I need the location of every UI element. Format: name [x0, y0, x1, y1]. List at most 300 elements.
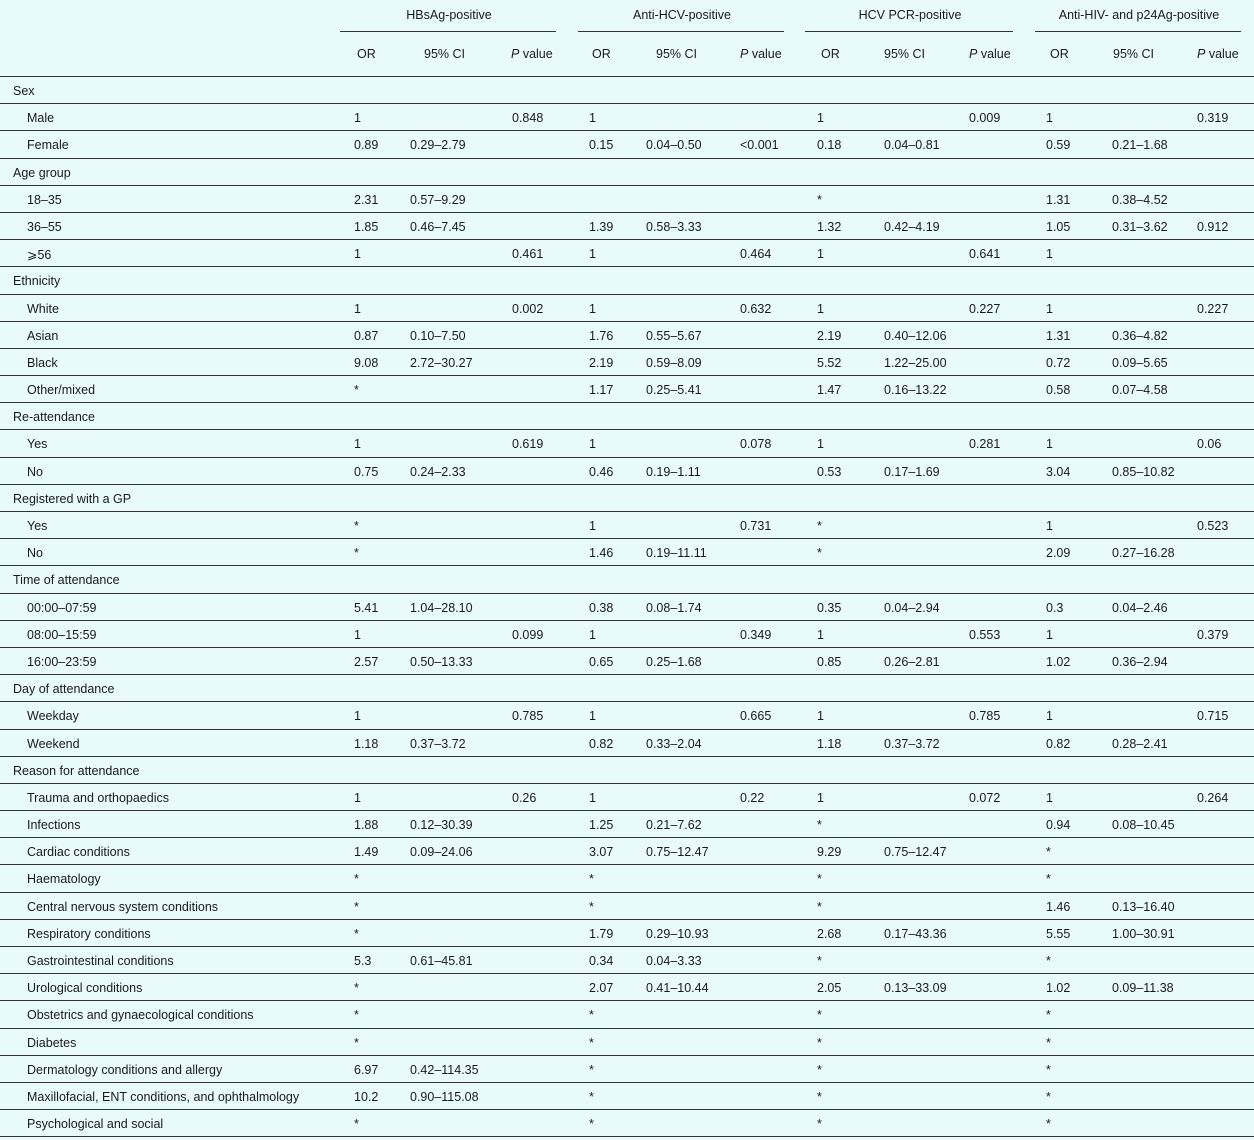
cell-or: 1	[354, 301, 361, 316]
table-row	[0, 920, 1254, 947]
col-header-ci: 95% CI	[884, 47, 925, 61]
row-label: Black	[27, 355, 58, 370]
cell-or: 1	[1046, 301, 1053, 316]
cell-or: 1	[817, 709, 824, 724]
cell-or: 1	[1046, 437, 1053, 452]
row-label: No	[27, 546, 43, 561]
section-row	[0, 77, 1254, 104]
table-row	[0, 838, 1254, 865]
cell-p: 0.785	[512, 709, 544, 724]
cell-p: 0.731	[740, 519, 772, 533]
cell-ci: 0.50–13.33	[410, 654, 473, 669]
row-label: Obstetrics and gynaecological conditions	[27, 1008, 254, 1023]
cell-or: 2.07	[589, 981, 614, 996]
table-row	[0, 186, 1254, 213]
cell-or: *	[817, 899, 822, 914]
cell-p: 0.099	[512, 627, 544, 642]
cell-or: 1	[1046, 790, 1053, 805]
cell-p: 0.464	[740, 247, 772, 262]
cell-ci: 0.27–16.28	[1112, 546, 1175, 561]
cell-or: 0.3	[1046, 600, 1064, 615]
cell-ci: 0.08–1.74	[646, 600, 702, 615]
cell-or: 0.38	[589, 600, 614, 615]
cell-ci: 0.33–2.04	[646, 736, 702, 751]
cell-ci: 0.17–1.69	[884, 464, 940, 479]
cell-or: *	[1046, 954, 1051, 968]
table-row	[0, 730, 1254, 757]
cell-or: 1.49	[354, 845, 379, 860]
cell-or: *	[589, 1089, 594, 1104]
cell-ci: 0.13–33.09	[884, 981, 947, 996]
row-label: ⩾56	[27, 248, 52, 263]
table-row	[0, 648, 1254, 675]
cell-p: 0.22	[740, 790, 765, 805]
cell-or: 1	[817, 301, 824, 316]
cell-p: 0.26	[512, 790, 537, 805]
cell-p: 0.553	[969, 627, 1001, 642]
row-label: Yes	[27, 437, 48, 452]
cell-or: 2.57	[354, 654, 379, 669]
cell-or: *	[1046, 1035, 1051, 1050]
cell-ci: 0.42–114.35	[410, 1062, 479, 1077]
row-label: White	[27, 301, 59, 316]
section-label: Re-attendance	[13, 410, 96, 425]
cell-ci: 0.08–10.45	[1112, 818, 1175, 833]
section-label: Sex	[13, 84, 35, 98]
cell-ci: 0.12–30.39	[410, 818, 473, 833]
row-label: Weekday	[27, 709, 79, 724]
row-label: Infections	[27, 818, 81, 833]
cell-ci: 0.24–2.33	[410, 464, 466, 479]
cell-or: 1.79	[589, 926, 614, 941]
section-label: Age group	[13, 165, 71, 180]
cell-or: 1	[817, 627, 824, 642]
cell-or: 1.02	[1046, 981, 1071, 996]
col-header-or: OR	[1050, 47, 1069, 61]
cell-or: 0.15	[589, 138, 614, 153]
cell-or: 1	[354, 709, 361, 724]
cell-or: 1	[589, 111, 596, 126]
cell-or: *	[589, 899, 594, 914]
table-row	[0, 430, 1254, 457]
section-row	[0, 267, 1254, 294]
cell-or: 9.29	[817, 845, 842, 860]
cell-or: *	[589, 1035, 594, 1050]
cell-p: 0.002	[512, 301, 544, 316]
cell-or: 5.55	[1046, 926, 1071, 941]
cell-or: *	[354, 519, 359, 533]
cell-or: 2.31	[354, 192, 379, 207]
table-row	[0, 349, 1254, 376]
row-label: Central nervous system conditions	[27, 899, 219, 914]
cell-or: 1.25	[589, 818, 614, 833]
cell-or: 1.18	[817, 736, 842, 751]
cell-or: *	[817, 546, 822, 561]
cell-ci: 0.40–12.06	[884, 328, 947, 343]
cell-or: 1.31	[1046, 328, 1071, 343]
cell-or: *	[1046, 845, 1051, 860]
cell-or: 1	[354, 790, 361, 805]
cell-ci: 0.46–7.45	[410, 219, 466, 234]
row-label: Haematology	[27, 872, 101, 887]
p-value-label: value	[1205, 47, 1239, 61]
cell-or: 10.2	[354, 1089, 379, 1104]
cell-or: 1	[817, 247, 824, 262]
table-row	[0, 213, 1254, 240]
section-label: Registered with a GP	[13, 491, 132, 506]
col-header-p-value	[969, 47, 1011, 61]
p-symbol: P	[511, 47, 520, 61]
cell-ci: 0.19–11.11	[646, 546, 707, 561]
cell-or: 2.05	[817, 981, 842, 996]
cell-ci: 0.61–45.81	[410, 954, 473, 968]
cell-or: *	[354, 546, 359, 561]
row-label: 18–35	[27, 192, 62, 207]
cell-or: 0.75	[354, 464, 379, 479]
cell-ci: 0.21–7.62	[646, 818, 702, 833]
cell-or: 3.04	[1046, 464, 1071, 479]
cell-or: *	[817, 818, 822, 833]
cell-p: 0.619	[512, 437, 544, 452]
cell-or: 0.89	[354, 138, 379, 153]
cell-or: 1	[589, 437, 596, 452]
cell-ci: 0.26–2.81	[884, 654, 940, 669]
cell-or: 0.53	[817, 464, 842, 479]
cell-ci: 0.21–1.68	[1112, 138, 1168, 153]
cell-or: 1.17	[589, 383, 614, 398]
cell-p: 0.379	[1197, 627, 1229, 642]
cell-or: 1.02	[1046, 654, 1071, 669]
cell-ci: 0.57–9.29	[410, 192, 466, 207]
row-label: 36–55	[27, 219, 62, 234]
cell-or: 1.85	[354, 219, 379, 234]
col-header-ci: 95% CI	[1113, 47, 1154, 61]
cell-p: 0.632	[740, 301, 772, 316]
cell-or: *	[354, 1008, 359, 1023]
col-header-ci: 95% CI	[424, 47, 465, 61]
section-label: Day of attendance	[13, 682, 115, 697]
cell-or: *	[354, 1035, 359, 1050]
cell-or: 1	[589, 519, 596, 533]
row-label: Respiratory conditions	[27, 926, 151, 941]
cell-or: 1.18	[354, 736, 379, 751]
p-value-label: value	[977, 47, 1011, 61]
table-row	[0, 1083, 1254, 1110]
row-label: Yes	[27, 519, 48, 533]
col-header-p-value	[511, 47, 553, 61]
cell-or: 1.88	[354, 818, 379, 833]
row-label: Cardiac conditions	[27, 845, 130, 860]
row-label: Psychological and social	[27, 1117, 164, 1132]
cell-ci: 0.75–12.47	[646, 845, 709, 860]
table-row	[0, 621, 1254, 648]
table-row	[0, 893, 1254, 920]
cell-or: *	[1046, 1062, 1051, 1077]
cell-or: 0.72	[1046, 355, 1071, 370]
cell-p: <0.001	[740, 138, 779, 153]
cell-or: *	[589, 1117, 594, 1132]
cell-p: 0.523	[1197, 519, 1229, 533]
group-header-anti-hcv: Anti-HCV-positive	[633, 8, 731, 22]
cell-ci: 0.42–4.19	[884, 219, 940, 234]
cell-or: 1	[817, 437, 824, 452]
cell-or: 1	[817, 111, 824, 126]
cell-or: 1	[1046, 709, 1053, 724]
cell-p: 0.349	[740, 627, 772, 642]
cell-or: *	[354, 1117, 359, 1132]
cell-ci: 0.25–5.41	[646, 383, 702, 398]
p-symbol: P	[969, 47, 978, 61]
cell-ci: 0.16–13.22	[884, 383, 947, 398]
group-rule	[805, 31, 1013, 32]
cell-ci: 1.04–28.10	[410, 600, 473, 615]
cell-ci: 0.36–4.82	[1112, 328, 1168, 343]
cell-or: 1	[1046, 519, 1053, 533]
cell-p: 0.072	[969, 790, 1001, 805]
cell-p: 0.078	[740, 437, 772, 452]
cell-or: 1.76	[589, 328, 614, 343]
row-label: Dermatology conditions and allergy	[27, 1062, 223, 1077]
cell-or: 0.18	[817, 138, 842, 153]
cell-or: *	[589, 1062, 594, 1077]
cell-or: 2.09	[1046, 546, 1071, 561]
cell-p: 0.848	[512, 111, 544, 126]
cell-p: 0.715	[1197, 709, 1229, 724]
row-label: 00:00–07:59	[27, 600, 97, 615]
table-row	[0, 1056, 1254, 1083]
section-row	[0, 675, 1254, 702]
row-label: Diabetes	[27, 1035, 77, 1050]
cell-or: *	[817, 954, 822, 968]
cell-or: *	[1046, 1089, 1051, 1104]
cell-ci: 0.25–1.68	[646, 654, 702, 669]
cell-or: *	[354, 872, 359, 887]
cell-or: 0.59	[1046, 138, 1071, 153]
row-label: Male	[27, 111, 55, 126]
cell-or: *	[354, 981, 359, 996]
cell-ci: 0.29–2.79	[410, 138, 466, 153]
group-header-anti-hiv: Anti-HIV- and p24Ag-positive	[1058, 8, 1220, 22]
p-value-label: value	[748, 47, 782, 61]
cell-ci: 0.55–5.67	[646, 328, 702, 343]
cell-or: *	[1046, 872, 1051, 887]
section-label: Reason for attendance	[13, 763, 140, 778]
cell-ci: 0.36–2.94	[1112, 654, 1168, 669]
row-label: No	[27, 464, 43, 479]
cell-or: *	[817, 1008, 822, 1023]
table-row	[0, 947, 1254, 974]
cell-ci: 0.38–4.52	[1112, 192, 1168, 207]
cell-ci: 0.59–8.09	[646, 355, 702, 370]
cell-ci: 0.17–43.36	[884, 926, 947, 941]
cell-ci: 0.10–7.50	[410, 328, 466, 343]
cell-or: 0.46	[589, 464, 614, 479]
cell-or: *	[817, 1062, 822, 1077]
cell-or: 0.34	[589, 954, 614, 968]
cell-ci: 0.04–0.50	[646, 138, 702, 153]
cell-p: 0.319	[1197, 111, 1229, 126]
cell-or: 1	[817, 790, 824, 805]
cell-ci: 0.13–16.40	[1112, 899, 1175, 914]
row-label: Asian	[27, 328, 59, 343]
row-label: Gastrointestinal conditions	[27, 954, 174, 968]
cell-ci: 0.09–5.65	[1112, 355, 1168, 370]
cell-or: 1.31	[1046, 192, 1071, 207]
cell-p: 0.641	[969, 247, 1001, 262]
table-row	[0, 702, 1254, 729]
table-row	[0, 539, 1254, 566]
section-row	[0, 485, 1254, 512]
cell-p: 0.227	[1197, 301, 1229, 316]
section-label: Time of attendance	[13, 573, 120, 588]
section-label: Ethnicity	[13, 274, 61, 289]
cell-or: *	[817, 1117, 822, 1132]
group-rule	[1035, 31, 1241, 32]
group-header-hcv-pcr: HCV PCR-positive	[858, 8, 962, 22]
table-row	[0, 322, 1254, 349]
cell-or: 5.3	[354, 954, 372, 968]
cell-p: 0.281	[969, 437, 1001, 452]
col-header-or: OR	[592, 47, 611, 61]
cell-ci: 0.37–3.72	[884, 736, 940, 751]
cell-or: *	[1046, 1008, 1051, 1023]
cell-or: 0.65	[589, 654, 614, 669]
table-row	[0, 1029, 1254, 1056]
row-label: Other/mixed	[27, 383, 96, 398]
col-header-p-value	[1197, 47, 1239, 61]
cell-ci: 0.07–4.58	[1112, 383, 1168, 398]
p-value-label: value	[519, 47, 553, 61]
cell-p: 0.665	[740, 709, 772, 724]
section-row	[0, 757, 1254, 784]
col-header-or: OR	[821, 47, 840, 61]
table-row	[0, 1110, 1254, 1137]
cell-or: 1.39	[589, 219, 614, 234]
cell-or: 1	[354, 111, 361, 126]
cell-ci: 0.19–1.11	[646, 464, 701, 479]
row-label: Urological conditions	[27, 981, 143, 996]
cell-p: 0.264	[1197, 790, 1229, 805]
cell-or: 1	[1046, 111, 1053, 126]
row-label: Female	[27, 138, 69, 153]
cell-or: *	[354, 926, 359, 941]
cell-or: *	[354, 383, 359, 398]
group-rule	[340, 31, 556, 32]
cell-ci: 0.41–10.44	[646, 981, 709, 996]
group-header-hbsag: HBsAg-positive	[406, 8, 492, 22]
cell-ci: 1.22–25.00	[884, 355, 947, 370]
cell-p: 0.461	[512, 247, 544, 262]
cell-or: 1.46	[1046, 899, 1071, 914]
cell-or: 1	[589, 301, 596, 316]
cell-or: 9.08	[354, 355, 379, 370]
cell-ci: 0.28–2.41	[1112, 736, 1168, 751]
cell-or: *	[817, 872, 822, 887]
cell-or: 0.85	[817, 654, 842, 669]
cell-or: *	[817, 192, 822, 207]
table-row	[0, 376, 1254, 403]
cell-or: 1	[589, 709, 596, 724]
cell-or: 1	[589, 247, 596, 262]
cell-ci: 0.09–11.38	[1112, 981, 1174, 996]
row-label: Weekend	[27, 736, 80, 751]
cell-or: 1.32	[817, 219, 842, 234]
cell-ci: 0.04–3.33	[646, 954, 702, 968]
row-label: Trauma and orthopaedics	[27, 790, 169, 805]
cell-p: 0.06	[1197, 437, 1222, 452]
cell-or: 0.58	[1046, 383, 1071, 398]
cell-or: 1	[1046, 627, 1053, 642]
cell-ci: 0.90–115.08	[410, 1089, 479, 1104]
cell-ci: 0.04–0.81	[884, 138, 940, 153]
cell-or: 0.35	[817, 600, 842, 615]
cell-or: 0.82	[589, 736, 614, 751]
col-header-ci: 95% CI	[656, 47, 697, 61]
cell-p: 0.227	[969, 301, 1001, 316]
cell-ci: 0.09–24.06	[410, 845, 473, 860]
cell-or: 2.19	[817, 328, 842, 343]
table-row	[0, 865, 1254, 892]
cell-or: *	[817, 519, 822, 533]
cell-or: 0.87	[354, 328, 379, 343]
table-row	[0, 512, 1254, 539]
cell-or: 0.94	[1046, 818, 1071, 833]
table-row	[0, 104, 1254, 131]
table-row	[0, 784, 1254, 811]
table-header	[0, 0, 1254, 77]
table-row	[0, 811, 1254, 838]
row-label: Maxillofacial, ENT conditions, and ophthalmology	[27, 1089, 300, 1104]
table-row	[0, 295, 1254, 322]
cell-or: *	[589, 1008, 594, 1023]
cell-ci: 0.04–2.46	[1112, 600, 1168, 615]
cell-or: 5.41	[354, 600, 379, 615]
section-row	[0, 566, 1254, 593]
cell-or: *	[817, 1089, 822, 1104]
cell-ci: 2.72–30.27	[410, 355, 473, 370]
table-body	[0, 77, 1254, 1137]
cell-ci: 0.04–2.94	[884, 600, 940, 615]
cell-or: 1	[354, 247, 361, 262]
p-symbol: P	[740, 47, 749, 61]
cell-ci: 0.29–10.93	[646, 926, 709, 941]
cell-or: 1	[1046, 247, 1053, 262]
cell-or: *	[589, 872, 594, 887]
table-row	[0, 131, 1254, 158]
cell-or: 0.82	[1046, 736, 1071, 751]
cell-or: 6.97	[354, 1062, 379, 1077]
cell-p: 0.912	[1197, 219, 1229, 234]
row-label: 16:00–23:59	[27, 654, 97, 669]
section-row	[0, 159, 1254, 186]
cell-or: 3.07	[589, 845, 614, 860]
cell-or: 1	[589, 627, 596, 642]
cell-ci: 0.58–3.33	[646, 219, 702, 234]
row-label: 08:00–15:59	[27, 627, 97, 642]
cell-ci: 0.31–3.62	[1112, 219, 1168, 234]
section-row	[0, 403, 1254, 430]
table-row	[0, 240, 1254, 267]
table-row	[0, 594, 1254, 621]
cell-or: 2.68	[817, 926, 842, 941]
table-row	[0, 458, 1254, 485]
cell-or: 1	[354, 627, 361, 642]
cell-ci: 1.00–30.91	[1112, 926, 1175, 941]
cell-or: *	[1046, 1117, 1051, 1132]
p-symbol: P	[1197, 47, 1206, 61]
cell-or: 1.47	[817, 383, 842, 398]
cell-ci: 0.85–10.82	[1112, 464, 1175, 479]
